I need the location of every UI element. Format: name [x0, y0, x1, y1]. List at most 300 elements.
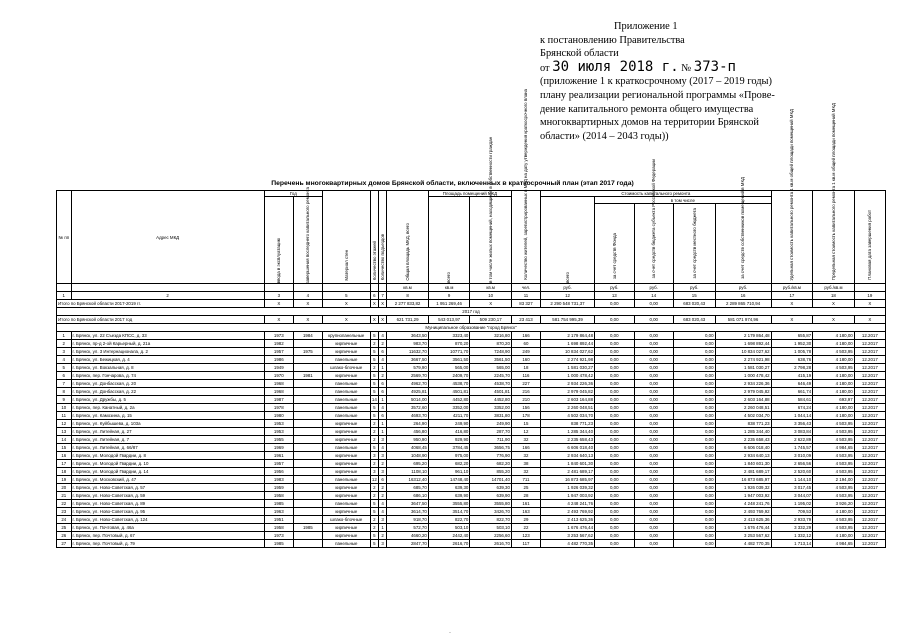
table-cell: 0,00 — [595, 476, 634, 484]
total-cell: 683 020,43 — [673, 316, 715, 324]
table-cell: панельные — [322, 444, 370, 452]
table-cell: 12.2017 — [854, 452, 885, 460]
address-cell: г. Брянск, пер. Почтовый, д. 67 — [71, 532, 264, 540]
total-cell: 0,00 — [595, 300, 634, 308]
table-cell: 0,00 — [634, 532, 673, 540]
table-cell: 12.2017 — [854, 420, 885, 428]
table-cell: 685,70 — [387, 484, 429, 492]
table-cell — [293, 420, 322, 428]
table-cell: 0,00 — [595, 460, 634, 468]
table-cell: 0,00 — [634, 340, 673, 348]
table-cell — [293, 500, 322, 508]
unit-cell — [322, 284, 370, 292]
table-cell: 14 — [57, 436, 72, 444]
table-cell: 5 — [57, 364, 72, 372]
table-cell: 2 179 864,48 — [541, 332, 595, 340]
appendix-line: плану реализации региональной программы «Прове- — [540, 89, 775, 101]
table-cell: 2 934 640,13 — [541, 452, 595, 460]
table-cell: 572,70 — [387, 524, 429, 532]
table-cell: 12.2017 — [854, 372, 885, 380]
table-cell: 18 — [511, 364, 540, 372]
table-cell: 0,00 — [634, 364, 673, 372]
address-cell: г. Брянск, пер. Канатный, д. 2а — [71, 404, 264, 412]
table-cell: 0,00 — [673, 420, 715, 428]
total-cell: X — [470, 300, 512, 308]
table-cell: 2 493 769,92 — [541, 508, 595, 516]
table-cell — [293, 508, 322, 516]
address-cell: г. Брянск, ул. Литейная, д. 66/87 — [71, 444, 264, 452]
table-cell: 4 180,00 — [813, 508, 855, 516]
document-title: Перечень многоквартирных домов Брянской области, включенных в краткосрочный план (этап 2017 года) — [271, 180, 634, 187]
table-cell: 822,70 — [470, 516, 512, 524]
table-cell: 117 — [511, 540, 540, 548]
table-cell: 2 934 226,36 — [715, 380, 771, 388]
table-cell: 0,00 — [634, 388, 673, 396]
total-cell: 0,00 — [634, 300, 673, 308]
header-floors: Количество этажей — [370, 191, 378, 284]
table-cell: 855,20 — [470, 468, 512, 476]
table-cell: 983,70 — [387, 340, 429, 348]
table-cell: 12 — [57, 420, 72, 428]
table-cell: 1 285 344,40 — [715, 428, 771, 436]
table-cell: 6 — [378, 388, 386, 396]
municipality-label: Муниципальное образование "город Брянск" — [57, 324, 886, 332]
table-cell: 0,00 — [595, 492, 634, 500]
table-cell: 2 979 045,82 — [541, 388, 595, 396]
header-cost-total: всего — [541, 197, 595, 284]
appendix-line: области» (2014 – 2043 годы)) — [540, 130, 669, 142]
table-cell — [293, 540, 322, 548]
table-cell: 0,00 — [595, 452, 634, 460]
total-cell: 2 277 833,82 — [387, 300, 429, 308]
table-cell: 23 — [57, 508, 72, 516]
total-cell: 581 071 974,96 — [715, 316, 771, 324]
table-cell: 4 180,00 — [813, 372, 855, 380]
table-cell: 4 503,95 — [813, 484, 855, 492]
appendix-line: Брянской области — [540, 48, 619, 60]
table-cell: 1985 — [264, 540, 293, 548]
header-entrances: Количество подъездов — [378, 191, 386, 284]
header-cost-owners: за счет средств собственников помещений в МКД — [715, 204, 771, 284]
table-cell: 5 — [370, 500, 378, 508]
table-cell: 5 — [370, 412, 378, 420]
table-cell: 32 — [511, 452, 540, 460]
table-cell: 2 933,79 — [771, 516, 813, 524]
table-cell: 1 — [378, 364, 386, 372]
table-cell: 503,10 — [470, 524, 512, 532]
table-cell — [293, 340, 322, 348]
table-cell: кирпичные — [322, 348, 370, 356]
address-cell: г. Брянск, ул. Молодой Гвардии, д. 14 — [71, 468, 264, 476]
table-cell: 12 — [511, 428, 540, 436]
header-last-repair-year: завершения последнего капитального ремонта — [293, 197, 322, 284]
table-body — [57, 284, 886, 548]
table-cell: 0,00 — [595, 540, 634, 548]
table-cell: 2 — [378, 484, 386, 492]
table-cell: 0,00 — [634, 436, 673, 444]
total-cell: 543 013,97 — [428, 316, 470, 324]
table-cell: 1981 — [293, 372, 322, 380]
column-number-cell: 11 — [511, 292, 540, 300]
unit-cell: руб./кв.м — [813, 284, 855, 292]
table-cell: 1973 — [264, 532, 293, 540]
table-cell: 1 — [378, 428, 386, 436]
table-cell: 0,00 — [634, 500, 673, 508]
table-cell: 2 — [378, 340, 386, 348]
table-cell: 3 083,84 — [771, 428, 813, 436]
table-cell: 2 481 689,17 — [715, 468, 771, 476]
table-cell: шлако-блочные — [322, 364, 370, 372]
table-cell: 163 — [511, 508, 540, 516]
address-cell: г. Брянск, ул. Литейная, д. 27 — [71, 428, 264, 436]
table-cell: 60 — [511, 340, 540, 348]
table-cell: 3 — [378, 468, 386, 476]
table-cell: 264,90 — [387, 420, 429, 428]
table-cell: 22 — [57, 500, 72, 508]
table-cell: 2 — [370, 428, 378, 436]
table-cell: 0,00 — [673, 396, 715, 404]
table-cell: 1 952,30 — [771, 340, 813, 348]
header-address: Адрес МКД — [71, 191, 264, 284]
table-cell: 10 — [57, 404, 72, 412]
table-cell: панельные — [322, 404, 370, 412]
table-cell: 0,00 — [634, 428, 673, 436]
table-cell: 1 840 601,30 — [715, 460, 771, 468]
table-cell: 2 603 164,88 — [715, 396, 771, 404]
table-cell: 4 — [378, 508, 386, 516]
table-cell: 776,90 — [470, 452, 512, 460]
address-cell: г. Брянск, ул. Литейная, д. 7 — [71, 436, 264, 444]
table-cell: 0,00 — [595, 428, 634, 436]
table-cell: 12.2017 — [854, 500, 885, 508]
table-cell: 156 — [511, 404, 540, 412]
total-cell: X — [771, 300, 813, 308]
table-cell: 0,00 — [673, 476, 715, 484]
total-all-label: Итого по Брянской области 2017-2019 гг. — [57, 300, 265, 308]
table-cell: 3 017,45 — [771, 484, 813, 492]
table-cell: 2 413 625,36 — [541, 516, 595, 524]
table-cell — [293, 396, 322, 404]
table-cell: 16 873 685,97 — [715, 476, 771, 484]
column-number-cell: 4 — [293, 292, 322, 300]
table-cell: 2 603 164,88 — [541, 396, 595, 404]
table-cell: 1961 — [264, 452, 293, 460]
table-cell: 2 979 045,82 — [715, 388, 771, 396]
table-cell: 2 — [370, 492, 378, 500]
table-cell: 1 676 476,44 — [541, 524, 595, 532]
table-cell: 12.2017 — [854, 540, 885, 548]
table-cell: 1 195,02 — [771, 500, 813, 508]
table-cell: 2 274 921,98 — [541, 356, 595, 364]
column-number-cell: 3 — [264, 292, 293, 300]
table-cell: 2 — [370, 460, 378, 468]
table-cell: кирпичные — [322, 524, 370, 532]
table-cell: 3831,80 — [470, 412, 512, 420]
column-number-cell: 18 — [813, 292, 855, 300]
table-cell: 4 503,95 — [813, 492, 855, 500]
table-cell: кирпичные — [322, 420, 370, 428]
address-cell: г. Брянск, ул. Донбасская, д. 22 — [71, 388, 264, 396]
table-cell: 0,00 — [634, 492, 673, 500]
table-cell: 1 840 601,30 — [541, 460, 595, 468]
table-cell: 3555,80 — [470, 500, 512, 508]
header-incl: в том числе — [595, 197, 772, 204]
table-cell: 2 179 864,48 — [715, 332, 771, 340]
table-cell: 2847,70 — [387, 540, 429, 548]
table-cell: 1958 — [264, 524, 293, 532]
resolution-number: 373-п — [693, 58, 736, 75]
total-cell: X — [813, 316, 855, 324]
table-cell: 1980 — [264, 412, 293, 420]
table-cell: 15 — [511, 420, 540, 428]
table-cell: 0,00 — [634, 540, 673, 548]
table-cell: 5 — [370, 348, 378, 356]
table-cell: 1984 — [293, 332, 322, 340]
table-cell: 929,90 — [428, 436, 470, 444]
table-cell: 638,76 — [771, 356, 813, 364]
table-cell: 1 000 478,42 — [541, 372, 595, 380]
table-cell: 4 984,65 — [813, 444, 855, 452]
table-cell: 1 — [57, 332, 72, 340]
table-cell: 0,00 — [595, 388, 634, 396]
table-cell: 12.2017 — [854, 476, 885, 484]
table-cell: 3 — [378, 540, 386, 548]
table-cell: 3352,00 — [470, 404, 512, 412]
table-cell: 1 — [378, 396, 386, 404]
table-cell: 682,20 — [428, 460, 470, 468]
table-cell: 0,00 — [595, 508, 634, 516]
table-cell: 0,00 — [673, 524, 715, 532]
table-cell: 1 926 039,32 — [541, 484, 595, 492]
table-cell: 1957 — [264, 348, 293, 356]
table-cell: 0,00 — [673, 388, 715, 396]
table-cell: 116 — [511, 372, 540, 380]
table-cell: 2 194,00 — [813, 476, 855, 484]
table-cell: 12.2017 — [854, 524, 885, 532]
total-cell: X — [771, 316, 813, 324]
table-cell: 0,00 — [595, 532, 634, 540]
table-cell: 2 520,60 — [771, 468, 813, 476]
table-cell: 0,00 — [595, 340, 634, 348]
table-cell: 3555,80 — [428, 500, 470, 508]
table-cell: 655,87 — [771, 332, 813, 340]
table-cell: 646,49 — [771, 380, 813, 388]
table-cell: 5 — [370, 508, 378, 516]
table-row — [57, 492, 886, 500]
table-cell: 1978 — [264, 404, 293, 412]
table-cell: 1958 — [264, 492, 293, 500]
unit-cell — [57, 284, 72, 292]
table-cell: 0,00 — [634, 356, 673, 364]
table-cell: 4 — [378, 404, 386, 412]
table-cell: 3647,50 — [387, 500, 429, 508]
table-row — [57, 332, 886, 340]
table-cell: 6 — [378, 412, 386, 420]
table-cell: 12.2017 — [854, 532, 885, 540]
header-year: Год — [264, 191, 322, 197]
total-cell: 0,00 — [634, 316, 673, 324]
table-cell: 0,00 — [673, 516, 715, 524]
table-cell: панельные — [322, 476, 370, 484]
table-cell — [293, 468, 322, 476]
address-cell: г. Брянск, ул. Ново-Советская, д. 95 — [71, 508, 264, 516]
table-cell: 0,00 — [634, 348, 673, 356]
table-cell: 11632,70 — [387, 348, 429, 356]
table-cell: 5 — [370, 540, 378, 548]
table-cell: 2442,40 — [428, 532, 470, 540]
table-cell: 0,00 — [634, 524, 673, 532]
table-cell: 6 — [378, 476, 386, 484]
table-cell: 14701,40 — [470, 476, 512, 484]
table-cell: 227 — [511, 380, 540, 388]
table-cell: 0,00 — [595, 420, 634, 428]
total-2017-label: Итого по Брянской области 2017 год — [57, 316, 265, 324]
table-cell: 12.2017 — [854, 444, 885, 452]
table-cell: 4 — [57, 356, 72, 364]
table-cell: 1108,10 — [387, 468, 429, 476]
header-commission-year: ввода в эксплуатацию — [264, 197, 293, 284]
total-cell: 2 290 548 731,37 — [541, 300, 595, 308]
table-cell: 4660,20 — [387, 532, 429, 540]
address-cell: г. Брянск, ул. Камозина, д. 15 — [71, 412, 264, 420]
table-cell: 0,00 — [634, 452, 673, 460]
table-cell: 4 482 770,35 — [541, 540, 595, 548]
table-cell: кирпичные — [322, 508, 370, 516]
table-cell: 166 — [511, 332, 540, 340]
column-numbers-row — [57, 292, 886, 300]
table-cell: 25 — [511, 484, 540, 492]
table-cell: 12.2017 — [854, 356, 885, 364]
table-row — [57, 404, 886, 412]
table-cell: 2 — [370, 420, 378, 428]
table-cell: 12.2017 — [854, 516, 885, 524]
table-row — [57, 444, 886, 452]
table-cell: 5 — [370, 444, 378, 452]
table-cell: 950,90 — [387, 436, 429, 444]
table-cell: 25 — [57, 524, 72, 532]
total-cell: 1 951 269,46 — [428, 300, 470, 308]
table-cell: 1949 — [264, 364, 293, 372]
table-cell: 2 — [370, 524, 378, 532]
table-cell: 1953 — [264, 420, 293, 428]
table-row — [57, 460, 886, 468]
table-cell: 12.2017 — [854, 484, 885, 492]
table-cell: 17 — [57, 460, 72, 468]
table-cell: 4 503,95 — [813, 428, 855, 436]
table-cell: 6 606 018,40 — [541, 444, 595, 452]
table-cell: 0,00 — [595, 444, 634, 452]
table-cell: 456,80 — [387, 428, 429, 436]
table-cell: 1 000 478,42 — [715, 372, 771, 380]
table-cell: 1048,90 — [387, 452, 429, 460]
table-cell: 4 503,95 — [813, 516, 855, 524]
table-cell: 3 — [57, 348, 72, 356]
column-number-cell: 10 — [470, 292, 512, 300]
table-cell — [293, 492, 322, 500]
table-cell: шлако-блочные — [322, 516, 370, 524]
table-cell — [293, 356, 322, 364]
table-cell: 3 356,43 — [771, 420, 813, 428]
table-cell: 1983 — [264, 476, 293, 484]
table-cell: 2 656,56 — [771, 460, 813, 468]
unit-cell: кв.м — [470, 284, 512, 292]
table-cell: панельные — [322, 380, 370, 388]
table-cell: 1 332,12 — [771, 532, 813, 540]
table-cell: кирпичные — [322, 532, 370, 540]
table-cell: 10 834 027,62 — [715, 348, 771, 356]
total-cell: 0,00 — [595, 316, 634, 324]
table-cell: 2616,70 — [470, 540, 512, 548]
table-row — [57, 484, 886, 492]
table-cell: 2 413 625,36 — [715, 516, 771, 524]
table-cell: 0,00 — [595, 372, 634, 380]
table-cell: 3 332,29 — [771, 524, 813, 532]
column-number-cell: 19 — [854, 292, 885, 300]
table-cell: 1985 — [293, 524, 322, 532]
table-cell: 3 010,09 — [771, 452, 813, 460]
table-cell: 2245,70 — [470, 372, 512, 380]
column-number-cell: 8 — [387, 292, 429, 300]
table-cell: 3216,80 — [470, 332, 512, 340]
table-cell: 6 — [378, 380, 386, 388]
table-cell: 2 481 689,17 — [541, 468, 595, 476]
table-cell: панельные — [322, 500, 370, 508]
unit-cell: руб./кв.м — [771, 284, 813, 292]
address-cell: г. Брянск, ул. Бежицкая, д. 4 — [71, 356, 264, 364]
table-cell: 24 — [57, 516, 72, 524]
table-cell: 918,70 — [387, 516, 429, 524]
table-cell: 0,00 — [595, 524, 634, 532]
table-cell: 0,00 — [595, 380, 634, 388]
table-row — [57, 372, 886, 380]
table-cell: 3656,75 — [470, 444, 512, 452]
table-cell: 0,00 — [673, 484, 715, 492]
table-cell: 0,00 — [673, 492, 715, 500]
table-cell: панельные — [322, 540, 370, 548]
table-cell: 6 — [378, 348, 386, 356]
table-cell: 1 947 003,92 — [541, 492, 595, 500]
table-cell: 12.2017 — [854, 492, 885, 500]
table-cell: 0,00 — [673, 332, 715, 340]
header-cost-region: за счет средств бюджета субъекта Российской Федерации — [634, 204, 673, 284]
table-cell: кирпичные — [322, 452, 370, 460]
table-row — [57, 516, 886, 524]
table-cell: 7248,90 — [470, 348, 512, 356]
total-cell: X — [378, 300, 386, 308]
table-cell: 2 934 640,13 — [715, 452, 771, 460]
address-cell: г. Брянск, ул. Молодой Гвардии, д. 8 — [71, 452, 264, 460]
table-cell: 0,00 — [595, 484, 634, 492]
table-row — [57, 396, 886, 404]
table-cell: 584,61 — [771, 396, 813, 404]
table-cell: 14 — [371, 397, 377, 403]
table-cell: 4 248 241,76 — [541, 500, 595, 508]
table-cell: 0,00 — [595, 436, 634, 444]
table-cell: 0,00 — [673, 412, 715, 420]
unit-cell — [264, 284, 293, 292]
table-cell: 695,20 — [387, 460, 429, 468]
table-cell: 21 — [57, 492, 72, 500]
total-cell: X — [264, 300, 293, 308]
total-cell: X — [370, 316, 378, 324]
address-cell: г. Брянск, ул. Ново-Советская, д. 89 — [71, 500, 264, 508]
table-cell: 3614,70 — [387, 508, 429, 516]
table-row — [57, 348, 886, 356]
table-cell: 12.2017 — [854, 412, 885, 420]
table-cell: 287,70 — [470, 428, 512, 436]
table-cell: 3 253 567,62 — [715, 532, 771, 540]
table-cell: 3 — [370, 468, 378, 476]
